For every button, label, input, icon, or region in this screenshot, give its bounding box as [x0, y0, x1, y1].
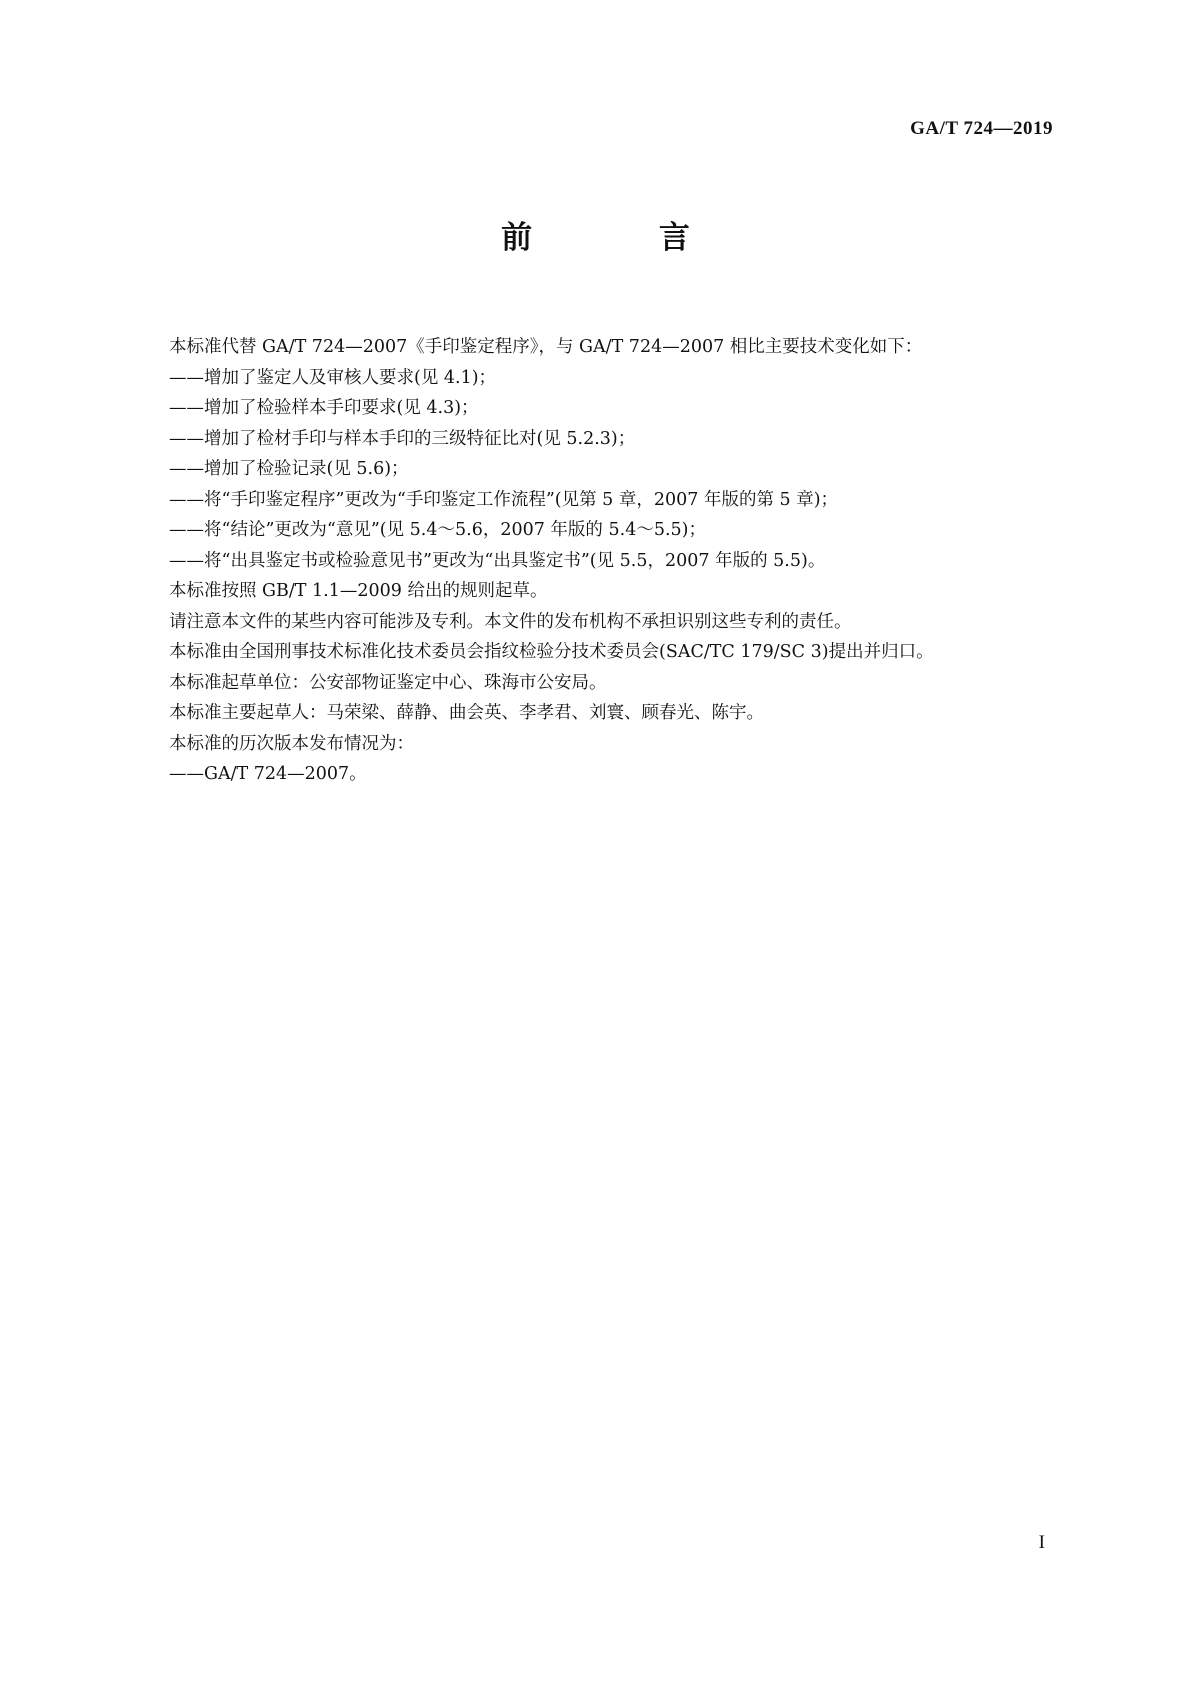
- paragraph-patent-notice: 请注意本文件的某些内容可能涉及专利。本文件的发布机构不承担识别这些专利的责任。: [169, 611, 852, 632]
- change-item: ——增加了鉴定人及审核人要求(见 4.1)；: [169, 367, 497, 388]
- paragraph-proposer: 本标准由全国刑事技术标准化技术委员会指纹检验分技术委员会(SAC/TC 179/SC 3)提出并归口。: [169, 642, 934, 662]
- change-item: ——将“结论”更改为“意见”(见 5.4～5.6，2007 年版的 5.4～5.5)；: [169, 520, 706, 540]
- change-item: ——增加了检材手印与样本手印的三级特征比对(见 5.2.3)；: [169, 428, 636, 449]
- paragraph-intro: 本标准代替 GA/T 724—2007《手印鉴定程序》，与 GA/T 724—2007 相比主要技术变化如下：: [169, 337, 923, 357]
- paragraph-drafting-units: 本标准起草单位：公安部物证鉴定中心、珠海市公安局。: [169, 672, 607, 693]
- change-item: ——将“手印鉴定程序”更改为“手印鉴定工作流程”(见第 5 章，2007 年版的第 5 章)；: [169, 489, 839, 510]
- paragraph-drafters: 本标准主要起草人：马荣梁、薛静、曲会英、李孝君、刘寰、顾春光、陈宇。: [169, 703, 764, 723]
- paragraph-history-intro: 本标准的历次版本发布情况为：: [169, 733, 414, 754]
- page-title: 前 言: [501, 220, 748, 256]
- standard-code: GA/T 724—2019: [910, 118, 1053, 139]
- change-item: ——将“出具鉴定书或检验意见书”更改为“出具鉴定书”(见 5.5，2007 年版的 5.5)。: [169, 550, 826, 571]
- paragraph-drafting-rules: 本标准按照 GB/T 1.1—2009 给出的规则起草。: [169, 581, 548, 601]
- change-item: ——增加了检验记录(见 5.6)；: [169, 459, 409, 479]
- history-item: ——GA/T 724—2007。: [169, 764, 367, 784]
- page-number: I: [1038, 1532, 1045, 1553]
- change-item: ——增加了检验样本手印要求(见 4.3)；: [169, 398, 479, 418]
- foreword-body: [134, 332, 1059, 790]
